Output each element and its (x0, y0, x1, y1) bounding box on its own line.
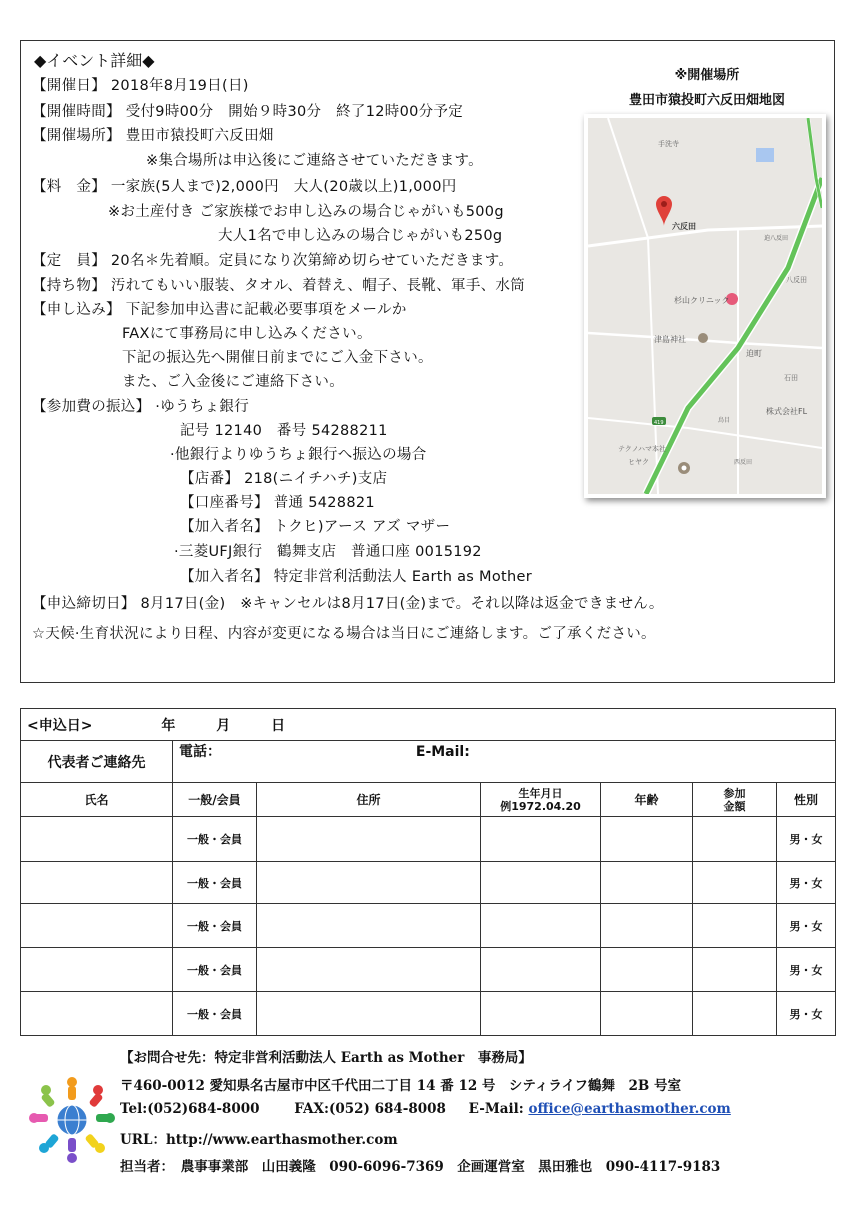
event-apply-3: 下記の振込先へ開催日前までにご入金下さい。 (122, 350, 433, 366)
fax-number: FAX:(052) 684-8008 (294, 1101, 446, 1117)
event-place: 【開催場所】 豊田市猿投町六反田畑 (32, 128, 274, 144)
name-cell[interactable] (21, 862, 173, 904)
map-label: 迫町 (746, 349, 762, 358)
day-label: 日 (271, 717, 286, 734)
name-cell[interactable] (21, 817, 173, 862)
table-row (21, 817, 836, 862)
header-membership: 一般/会員 (173, 783, 257, 817)
header-birthdate: 生年月日 例1972.04.20 (481, 783, 601, 817)
payment-branch: 【店番】 218(ニイチハチ)支店 (180, 471, 388, 487)
age-cell[interactable] (601, 862, 693, 904)
map-label: 鳥目 (718, 417, 731, 424)
sex-cell[interactable]: 男・女 (777, 817, 836, 862)
email-link[interactable]: office@earthasmother.com (528, 1101, 731, 1117)
payment-yucho: 記号 12140 番号 54288211 (180, 423, 388, 439)
address-cell[interactable] (257, 817, 481, 862)
map-label: 迫八反田 (764, 235, 789, 242)
address-cell[interactable] (257, 862, 481, 904)
tel-number: Tel:(052)684-8000 (120, 1101, 260, 1117)
fee-cell[interactable] (693, 862, 777, 904)
route-shield: 419 (654, 420, 664, 426)
event-capacity: 【定 員】 20名＊先着順。定員になり次第締め切らせていただきます。 (32, 253, 514, 269)
birthdate-cell[interactable] (481, 904, 601, 948)
birthdate-cell[interactable] (481, 862, 601, 904)
header-address: 住所 (257, 783, 481, 817)
sex-cell[interactable]: 男・女 (777, 904, 836, 948)
event-date: 【開催日】 2018年8月19日(日) (32, 78, 249, 94)
deadline: 【申込締切日】 8月17日(金) ※キャンセルは8月17日(金)まで。それ以降は返金できません。 (32, 596, 664, 612)
age-cell[interactable] (601, 817, 693, 862)
header-name: 氏名 (21, 783, 173, 817)
address-cell[interactable] (257, 948, 481, 992)
event-belongings: 【持ち物】 汚れてもいい服装、タオル、着替え、帽子、長靴、軍手、水筒 (32, 278, 526, 294)
application-form (20, 708, 836, 1036)
map-label: 杉山クリニック (674, 296, 730, 305)
postal-address: 〒460-0012 愛知県名古屋市中区千代田二丁目 14 番 12 号 シティライフ鶴舞 2B 号室 (120, 1078, 682, 1094)
website-url[interactable]: URL：http://www.earthasmother.com (120, 1132, 398, 1148)
header-age: 年齢 (601, 783, 693, 817)
sex-cell[interactable]: 男・女 (777, 862, 836, 904)
map-label: 株式会社FL (766, 407, 808, 416)
fee-cell[interactable] (693, 817, 777, 862)
location-map (584, 114, 826, 498)
map-label-rokutanda: 六反田 (672, 222, 696, 231)
map-caption: ※開催場所 (674, 68, 740, 83)
pond (756, 148, 774, 162)
header-fee: 参加 金額 (693, 783, 777, 817)
birthdate-cell[interactable] (481, 817, 601, 862)
email-prefix: E-Mail: (468, 1101, 524, 1117)
event-fee-note1: ※お土産付き ご家族様でお申し込みの場合じゃがいも500g (108, 204, 504, 220)
map-label: 石田 (784, 374, 798, 382)
phone-label: 電話： (179, 744, 221, 760)
membership-cell[interactable]: 一般・会員 (173, 817, 257, 862)
membership-cell[interactable]: 一般・会員 (173, 862, 257, 904)
name-cell[interactable] (21, 904, 173, 948)
map-label: 八反田 (786, 276, 807, 284)
year-label: 年 (161, 717, 176, 734)
name-cell[interactable] (21, 992, 173, 1036)
table-row (21, 862, 836, 904)
payment-mufg-holder: 【加入者名】 特定非営利活動法人 Earth as Mother (180, 569, 532, 585)
map-label: 津島神社 (654, 335, 686, 344)
event-fee-note2: 大人1名で申し込みの場合じゃがいも250g (218, 228, 503, 244)
map-label: テクノハマ本社 (618, 445, 667, 453)
membership-cell[interactable]: 一般・会員 (173, 904, 257, 948)
name-cell[interactable] (21, 948, 173, 992)
event-title: ◆イベント詳細◆ (34, 51, 155, 70)
payment-mufg: ·三菱UFJ銀行 鶴舞支店 普通口座 0015192 (174, 544, 482, 560)
contact-field[interactable] (173, 741, 836, 783)
email-label: E-Mail: (415, 744, 470, 760)
sex-cell[interactable]: 男・女 (777, 948, 836, 992)
representative-label: 代表者ご連絡先 (21, 741, 173, 783)
table-row (21, 948, 836, 992)
application-date-label: <申込日> (27, 717, 93, 734)
table-row (21, 992, 836, 1036)
event-apply: 【申し込み】 下記参加申込書に記載必要事項をメールか (32, 302, 407, 318)
address-cell[interactable] (257, 904, 481, 948)
age-cell[interactable] (601, 992, 693, 1036)
address-cell[interactable] (257, 992, 481, 1036)
header-sex: 性別 (777, 783, 836, 817)
event-payment: 【参加費の振込】 ·ゆうちょ銀行 (32, 399, 250, 415)
application-date-row[interactable] (21, 709, 836, 741)
shrine-marker-icon (698, 333, 708, 343)
payment-other-bank: ·他銀行よりゆうちょ銀行へ振込の場合 (170, 447, 427, 463)
event-time: 【開催時間】 受付9時00分 開始９時30分 終了12時00分予定 (32, 104, 464, 120)
payment-account: 【口座番号】 普通 5428821 (180, 495, 375, 511)
fee-cell[interactable] (693, 904, 777, 948)
birthdate-cell[interactable] (481, 948, 601, 992)
map-label: 西反田 (734, 459, 753, 466)
age-cell[interactable] (601, 948, 693, 992)
table-row (21, 904, 836, 948)
staff-contacts: 担当者： 農事事業部 山田義隆 090-6096-7369 企画運営室 黒田雅也 090-4117-9183 (120, 1159, 721, 1175)
event-place-note: ※集合場所は申込後にご連絡させていただきます。 (146, 153, 483, 169)
map-title: 豊田市猿投町六反田畑地図 (628, 93, 785, 108)
organization-logo (26, 1074, 118, 1164)
membership-cell[interactable]: 一般・会員 (173, 948, 257, 992)
sex-cell[interactable]: 男・女 (777, 992, 836, 1036)
event-apply-2: FAXにて事務局に申し込みください。 (122, 326, 372, 342)
map-label: ヒヤク (628, 458, 649, 466)
fee-cell[interactable] (693, 992, 777, 1036)
contact-heading: 【お問合せ先：特定非営利活動法人 Earth as Mother 事務局】 (120, 1050, 532, 1066)
month-label: 月 (216, 717, 231, 734)
age-cell[interactable] (601, 904, 693, 948)
fee-cell[interactable] (693, 948, 777, 992)
weather-note: ☆天候·生育状況により日程、内容が変更になる場合は当日にご連絡します。ご了承ください。 (32, 626, 656, 642)
birthdate-cell[interactable] (481, 992, 601, 1036)
event-fee: 【料 金】 一家族(5人まで)2,000円 大人(20歳以上)1,000円 (32, 179, 457, 195)
map-label: 手洗寺 (658, 140, 679, 148)
contact-numbers (120, 1101, 731, 1117)
event-apply-4: また、ご入金後にご連絡下さい。 (122, 374, 344, 390)
membership-cell[interactable]: 一般・会員 (173, 992, 257, 1036)
payment-holder: 【加入者名】 トクヒ)アース アズ マザー (180, 519, 451, 535)
